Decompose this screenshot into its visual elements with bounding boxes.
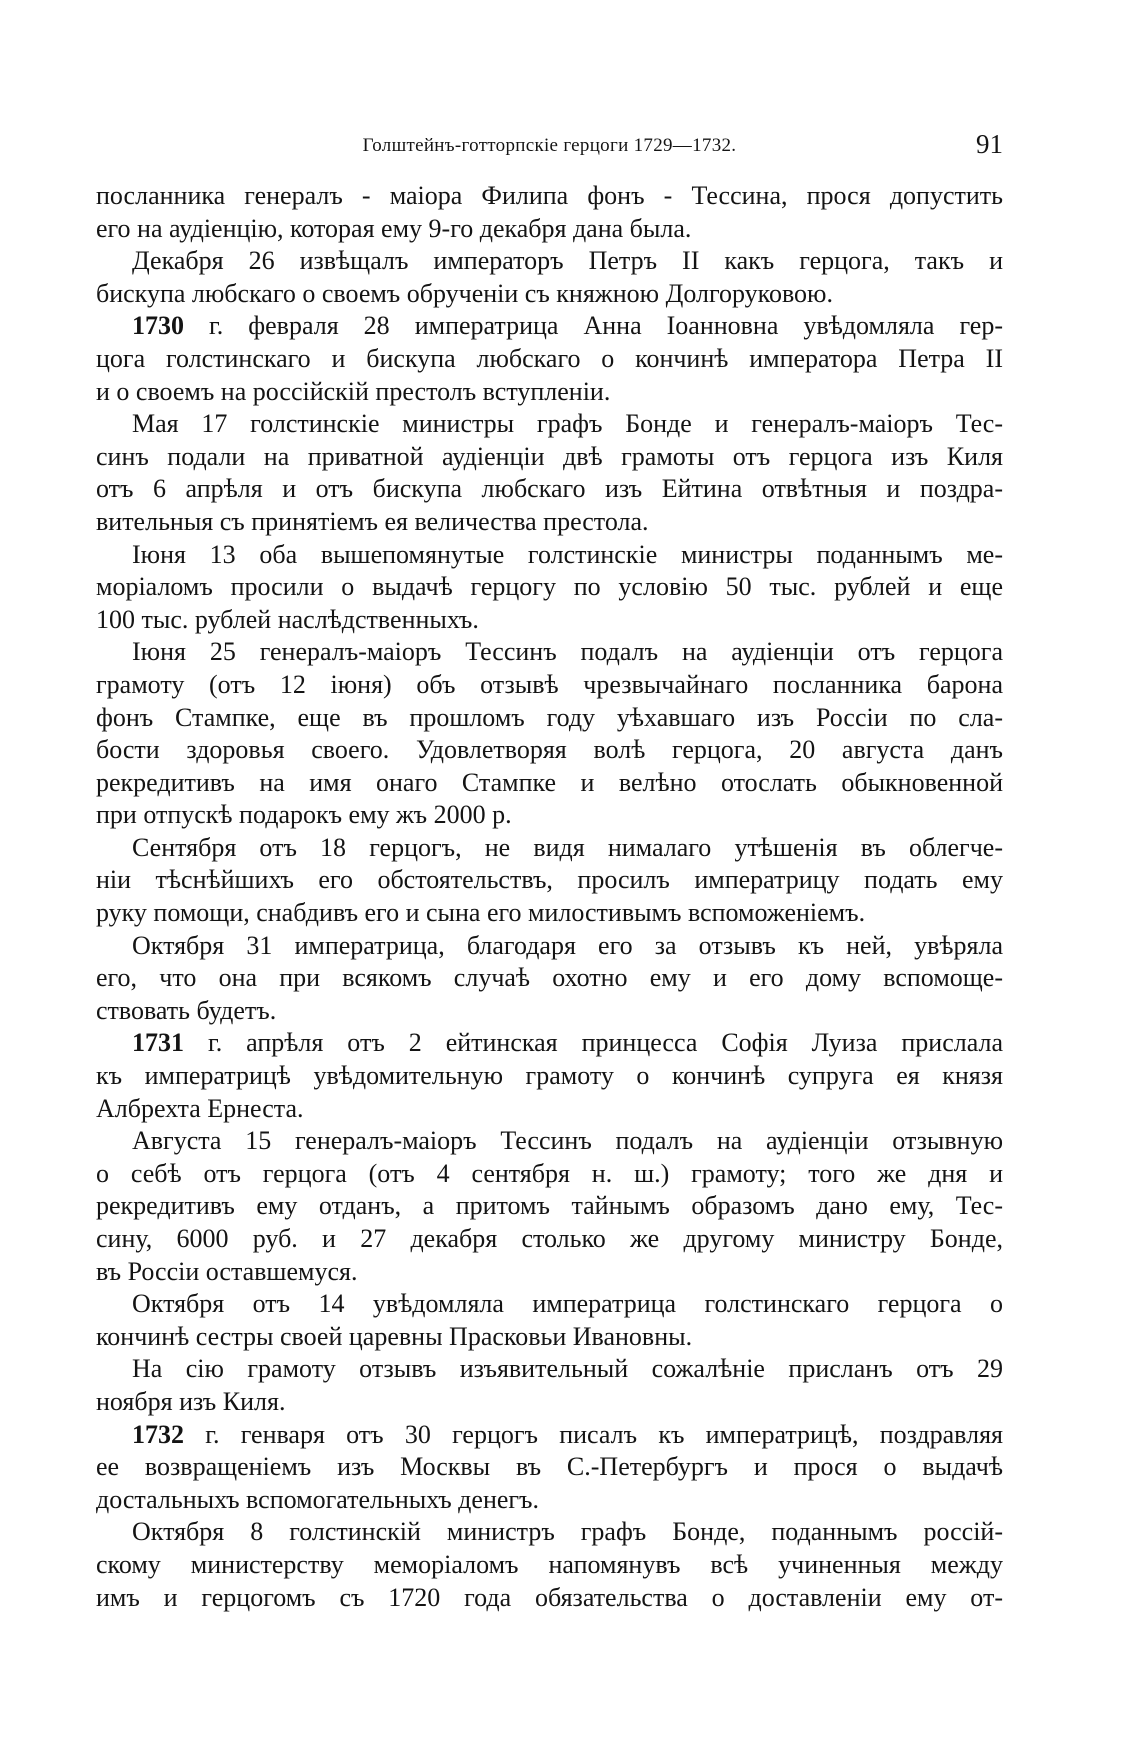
text-line: достальныхъ вспомогательныхъ денегъ.: [96, 1484, 540, 1514]
text-line: руку помощи, снабдивъ его и сына его милостивымъ вспоможеніемъ.: [96, 898, 866, 928]
text-line: сину, 6000 руб. и 27 декабря столько же другому министру Бонде,: [96, 1224, 1003, 1253]
text-line: скому министерству меморіаломъ напомянувъ всѣ учиненныя между: [96, 1549, 1003, 1579]
text-line: отъ 6 апрѣля и отъ бискупа любскаго изъ Ейтина отвѣтныя и поздра-: [96, 474, 1003, 504]
paragraph: [96, 1419, 1003, 1517]
text-line: На сію грамоту отзывъ изъявительный сожалѣніе присланъ отъ 29: [132, 1354, 1003, 1384]
text-line: Іюня 13 оба вышепомянутые голстинскіе министры поданнымъ ме-: [132, 539, 1003, 569]
text-line: фонъ Стампке, еще въ прошломъ году уѣхавшаго изъ Россіи по сла-: [96, 702, 1003, 732]
page-header: [96, 129, 1003, 160]
text-line: посланника генералъ - маіора Филипа фонъ - Тессина, прося допустить: [96, 181, 1003, 210]
text-line: синъ подали на приватной аудіенціи двѣ грамоты отъ герцога изъ Киля: [96, 441, 1003, 471]
text-line: къ императрицѣ увѣдомительную грамоту о кончинѣ супруга ея князя: [96, 1061, 1003, 1091]
paragraph: [96, 1125, 1003, 1288]
text-line: Октября 31 императрица, благодаря его за отзывъ къ ней, увѣряла: [132, 930, 1003, 960]
text-line: [96, 1419, 1003, 1452]
text-line: Декабря 26 извѣщалъ императоръ Петръ II какъ герцога, такъ и: [132, 246, 1003, 276]
page-number: 91: [976, 129, 1003, 159]
text-line: имъ и герцогомъ съ 1720 года обязательства о доставленіи ему от-: [96, 1582, 1003, 1612]
text-line: цога голстинскаго и бискупа любскаго о кончинѣ императора Петра II: [96, 343, 1003, 373]
text-line: Іюня 25 генералъ-маіоръ Тессинъ подалъ на аудіенціи отъ герцога: [132, 637, 1003, 667]
text-line: моріаломъ просили о выдачѣ герцогу по условію 50 тыс. рублей и еще: [96, 572, 1003, 602]
text-line: рекредитивъ на имя онаго Стампке и велѣно отослать обыкновенной: [96, 767, 1003, 797]
text-line: о себѣ отъ герцога (отъ 4 сентября н. ш.) грамоту; того же дня и: [96, 1158, 1003, 1188]
text-line: Мая 17 голстинскіе министры графъ Бонде и генералъ-маіоръ Тес-: [132, 409, 1003, 439]
year-heading: 1730: [132, 311, 184, 341]
text-line: Албрехта Ернеста.: [96, 1093, 304, 1123]
paragraph: [96, 245, 1003, 310]
paragraph: [96, 1027, 1003, 1125]
text-line: [96, 310, 1003, 343]
paragraph: [96, 180, 1003, 245]
text-line: Сентября отъ 18 герцогъ, не видя нималаго утѣшенія въ облегче-: [132, 832, 1003, 862]
text-line: грамоту (отъ 12 іюня) объ отзывѣ чрезвычайнаго посланника барона: [96, 669, 1003, 699]
text-line: въ Россіи оставшемуся.: [96, 1256, 358, 1286]
text-line: вительныя съ принятіемъ ея величества престола.: [96, 506, 649, 536]
text-line: его на аудіенцію, которая ему 9-го декабря дана была.: [96, 213, 692, 243]
line-text: г. генваря отъ 30 герцогъ писалъ къ императрицѣ, поздравляя: [184, 1419, 1003, 1449]
text-line: 100 тыс. рублей наслѣдственныхъ.: [96, 604, 479, 634]
year-heading: 1732: [132, 1419, 184, 1449]
year-heading: 1731: [132, 1028, 184, 1058]
text-line: Октября 8 голстинскій министръ графъ Бонде, поданнымъ россій-: [132, 1517, 1003, 1547]
text-line: бискупа любскаго о своемъ обрученіи съ княжною Долгоруковою.: [96, 278, 833, 308]
paragraph: [96, 310, 1003, 408]
text-line: ноября изъ Киля.: [96, 1386, 286, 1416]
text-line: ствовать будетъ.: [96, 995, 277, 1025]
line-text: г. февраля 28 императрица Анна Іоанновна увѣдомляла гер-: [184, 311, 1003, 341]
text-line: при отпускѣ подарокъ ему жъ 2000 р.: [96, 800, 512, 830]
text-line: рекредитивъ ему отданъ, а притомъ тайнымъ образомъ дано ему, Тес-: [96, 1191, 1003, 1221]
paragraph: [96, 408, 1003, 538]
text-line: ніи тѣснѣйшихъ его обстоятельствъ, просилъ императрицу подать ему: [96, 865, 1003, 895]
text-line: бости здоровья своего. Удовлетворяя волѣ герцога, 20 августа данъ: [96, 735, 1003, 765]
line-text: г. апрѣля отъ 2 ейтинская принцесса Софія Луиза прислала: [184, 1028, 1003, 1058]
text-line: его, что она при всякомъ случаѣ охотно ему и его дому вспомоще-: [96, 963, 1003, 993]
running-title: Голштейнъ-готторпскіе герцоги 1729—1732.: [362, 135, 737, 156]
paragraph: [96, 1353, 1003, 1418]
text-line: [96, 1027, 1003, 1060]
paragraph: [96, 930, 1003, 1028]
text-line: и о своемъ на россійскій престолъ вступленіи.: [96, 376, 611, 406]
paragraph: [96, 636, 1003, 832]
paragraph: [96, 832, 1003, 930]
paragraph: [96, 539, 1003, 637]
body-text: [96, 180, 1003, 1614]
text-line: ее возвращеніемъ изъ Москвы въ С.-Петербургъ и прося о выдачѣ: [96, 1452, 1003, 1482]
paragraph: [96, 1516, 1003, 1614]
text-line: Августа 15 генералъ-маіоръ Тессинъ подалъ на аудіенціи отзывную: [132, 1126, 1003, 1156]
text-line: Октября отъ 14 увѣдомляла императрица голстинскаго герцога о: [132, 1289, 1003, 1319]
text-line: кончинѣ сестры своей царевны Прасковьи Ивановны.: [96, 1321, 693, 1351]
paragraph: [96, 1288, 1003, 1353]
